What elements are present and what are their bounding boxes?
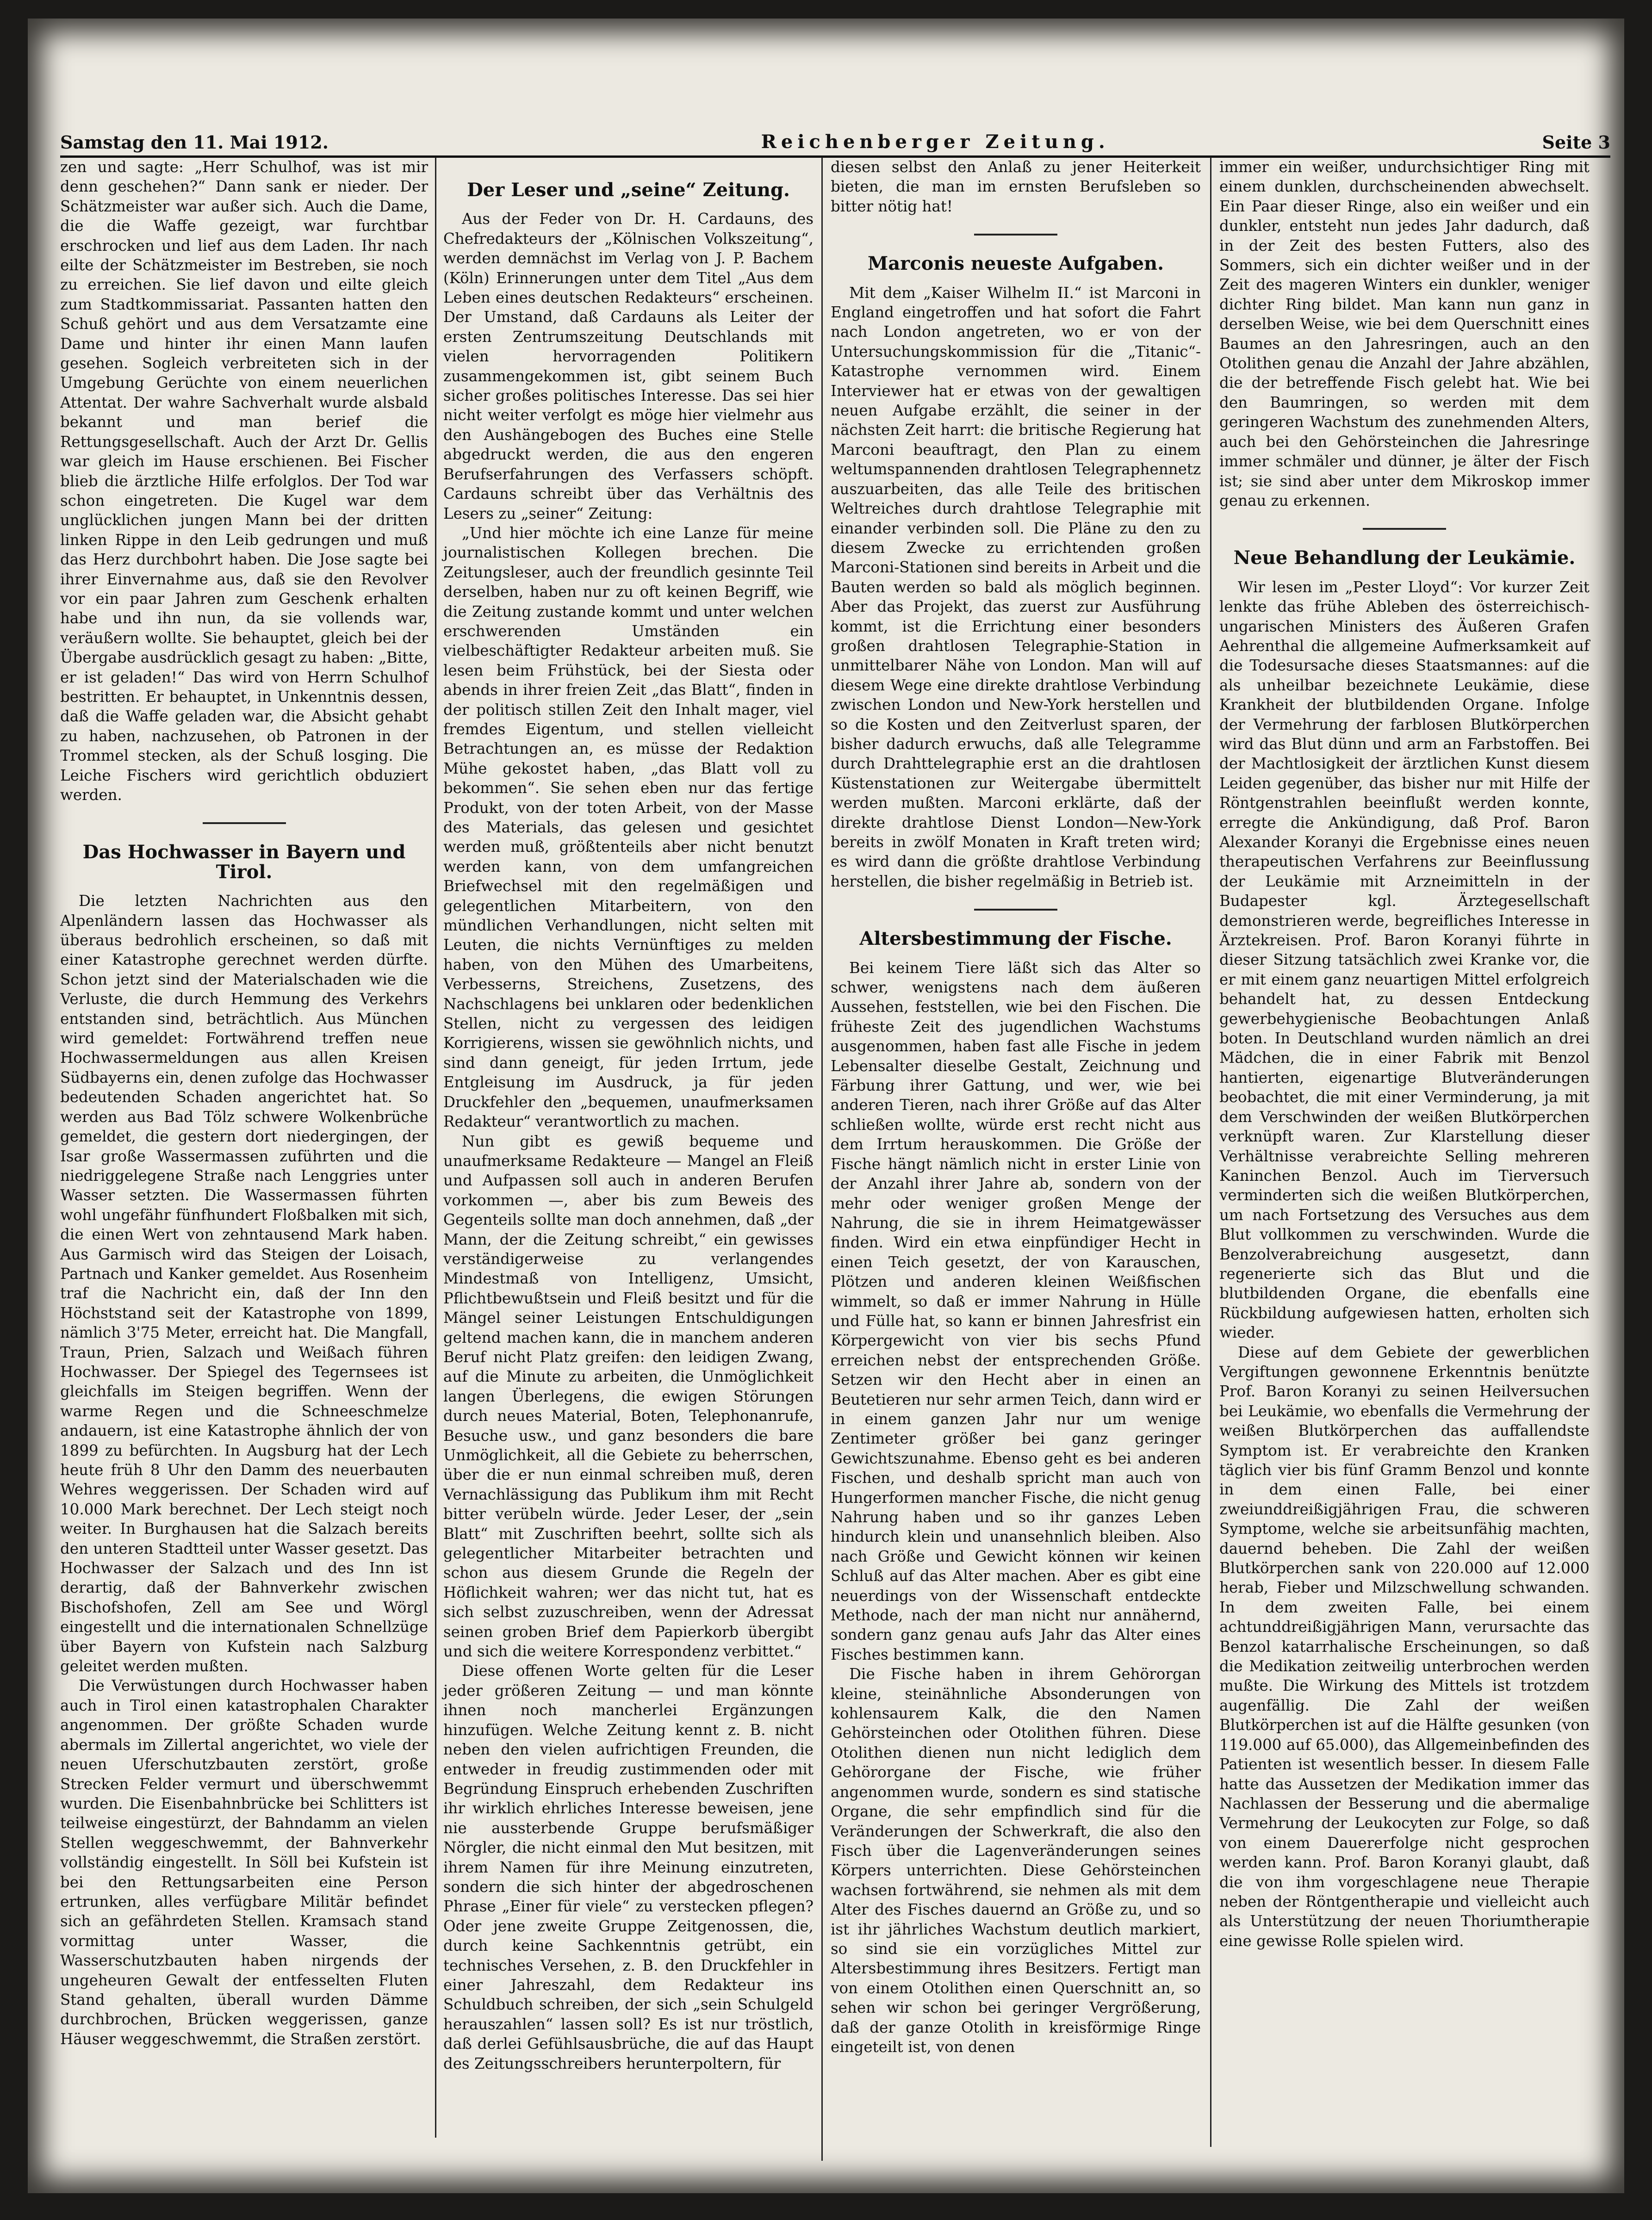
headline-hochwasser: Das Hochwasser in Bayern und Tirol.	[82, 841, 406, 883]
header-newspaper-title: Reichenberger Zeitung.	[761, 131, 1110, 153]
column-rule	[1210, 157, 1211, 2147]
headline-leukaemie: Neue Behandlung der Leukämie.	[1233, 547, 1576, 569]
paragraph: Bei keinem Tiere läßt sich das Alter so schwer, wenigstens nach dem äußeren Aussehen, feststellen, wie bei den Fischen. Die früheste Zeit des jugendlichen Wachstums ausgenommen, haben fast alle Fische in jedem Lebensalter dieselbe Gestalt, Zeichnung und Färbung ihrer Gattung, und wer, wie bei anderen Tieren, nach ihrer Größe auf das Alter schließen wollte, würde erst recht nicht aus dem Irrtum herauskommen. Die Größe der Fische hängt nämlich nicht in erster Linie von der Anzahl ihrer Jahre ab, sondern von der mehr oder weniger großen Menge der Nahrung, die sie in ihrem Heimatgewässer finden. Wird ein etwa einpfündiger Hecht in einen Teich gesetzt, der von Karauschen, Plötzen und anderen kleinen Weißfischen wimmelt, so daß er immer Nahrung in Hülle und Fülle hat, so kann er binnen Jahresfrist ein Körpergewicht von vier bis sechs Pfund erreichen nebst der entsprechenden Größe. Setzen wir den Hecht aber in einen an Beutetieren nur sehr armen Teich, dann wird er in einem ganzen Jahr nur um wenige Zentimeter größer bei ganz geringer Gewichtszunahme. Ebenso geht es bei anderen Fischen, und deshalb spricht man auch von Hungerformen mancher Fische, die nicht genug Nahrung haben und so ihr ganzes Leben hindurch klein und unansehnlich bleiben. Also nach Größe und Gewicht können wir keinen Schluß auf das Alter machen. Aber es gibt eine neuerdings von der Wissenschaft entdeckte Methode, nach der man nicht nur annähernd, sondern ganz genau aufs Jahr das Alter eines Fisches bestimmen kann.	[831, 959, 1201, 1663]
headline-leser-zeitung: Der Leser und „seine“ Zeitung.	[467, 179, 790, 201]
article-continuation: zen und sagte: „Herr Schulhof, was ist mir denn geschehen?“ Dann sank er nieder. Der Schätzmeister war außer sich. Auch die Dame, die die Waffe gezeigt, war furchtbar erschrocken und lief aus dem Laden. Ihr nach eilte der Schätzmeister im Bestreben, sie noch zu erreichen. Sie lief davon und eilte gleich zum Stadtkommissariat. Passanten hatten den Schuß gehört und aus dem Versatzamte eine Dame und hinter ihr einen Mann laufen gesehen. Sogleich verbreiteten sich in der Umgebung Gerüchte von einem neuerlichen Attentat. Der wahre Sachverhalt wurde alsbald bekannt und man berief die Rettungsgesellschaft. Auch der Arzt Dr. Gellis war gleich im Hause erschienen. Bei Fischer blieb die ärztliche Hilfe erfolglos. Der Tod war schon eingetreten. Die Kugel war dem unglücklichen jungen Mann bei der dritten linken Rippe in den Leib gedrungen und muß das Herz durchbohrt haben. Die Jose sagte bei ihrer Einvernahme aus, daß sie den Revolver vor ein paar Jahren zum Geschenk erhalten habe und ihn nun, da sie vollends war, veräußern wollte. Sie behauptet, gleich bei der Übergabe ausdrücklich gesagt zu haben: „Bitte, er ist geladen!“ Das wird von Herrn Schulhof bestritten. Er behauptet, in Unkenntnis dessen, daß die Waffe geladen war, die Absicht gehabt zu haben, nachzusehen, ob Patronen in der Trommel stecken, als der Schuß losging. Die Leiche Fischers wird gerichtlich obduziert werden.	[60, 158, 428, 804]
headline-marconi: Marconis neueste Aufgaben.	[867, 253, 1164, 275]
column-4	[1219, 157, 1590, 1951]
article-separator	[1363, 528, 1446, 530]
paragraph: Wir lesen im „Pester Lloyd“: Vor kurzer Zeit lenkte das frühe Ableben des österreichisch-ungarischen Ministers des Äußeren Grafen Aehrenthal die allgemeine Aufmerksamkeit auf die Todesursache dieses Staatsmannes: auf die als unheilbar bezeichnete Leukämie, diese Krankheit der blutbildenden Organe. Infolge der Vermehrung der farblosen Blutkörperchen wird das Blut dünn und arm an Farbstoffen. Bei der Machtlosigkeit der ärztlichen Kunst diesem Leiden gegenüber, das bisher nur mit Hilfe der Röntgenstrahlen beeinflußt werden konnte, erregte die Ankündigung, daß Prof. Baron Alexander Koranyi die Ergebnisse eines neuen therapeutischen Verfahrens zur Beeinflussung der Leukämie mit Arzneimitteln in der Budapester kgl. Ärztegesellschaft demonstrieren werde, begreifliches Interesse in Ärztekreisen. Prof. Baron Koranyi führte in dieser Sitzung tatsächlich zwei Kranke vor, die er mit einem ganz neuartigen Mittel erfolgreich behandelt hat, zu dessen Entdeckung gewerbehygienische Beobachtungen Anlaß boten. In Deutschland wurden nämlich an drei Mädchen, die in einer Fabrik mit Benzol hantierten, eigenartige Blutveränderungen beobachtet, die mit einer Verminderung, ja mit dem Verschwinden der weißen Blutkörperchen verknüpft waren. Zur Klarstellung dieser Verhältnisse verabreichte Selling mehreren Kaninchen Benzol. Auch im Tierversuch verminderten sich die weißen Blutkörperchen, um nach Fortsetzung des Versuches aus dem Blut vollkommen zu verschwinden. Wurde die Benzolverabreichung ausgesetzt, dann regenerierte sich das Blut und die blutbildenden Organe, die ebenfalls eine Rückbildung aufgewiesen hatten, erholten sich wieder.	[1219, 578, 1590, 1342]
header-date: Samstag den 11. Mai 1912.	[60, 132, 329, 153]
paragraph: Die Verwüstungen durch Hochwasser haben auch in Tirol einen katastrophalen Charakter angenommen. Der größte Schaden wurde abermals im Zillertal angerichtet, wo viele der neuen Uferschutzbauten zerstört, große Strecken Felder vermurt und überschwemmt wurden. Die Eisenbahnbrücke bei Schlitters ist teilweise eingestürzt, der Bahndamm an vielen Stellen weggeschwemmt, der Bahnverkehr vollständig eingestellt. In Söll bei Kufstein ist bei den Rettungsarbeiten eine Person ertrunken, alles verfügbare Militär befindet sich an gefährdeten Stellen. Kramsach stand vormittag unter Wasser, die Wasserschutzbauten haben nirgends der ungeheuren Gewalt der entfesselten Fluten Stand gehalten, überall wurden Dämme durchbrochen, Brücken weggerissen, ganze Häuser weggeschwemmt, die Straßen zerstört.	[60, 1677, 428, 2048]
header-page-number: Seite 3	[1542, 132, 1610, 153]
article-continuation: immer ein weißer, undurchsichtiger Ring mit einem dunklen, durchscheinenden abwechselt. Ein Paar dieser Ringe, also ein weißer und ein dunkler, entsteht nun jedes Jahr dadurch, daß in der Zeit des besten Futters, also des Sommers, sich ein dichter weißer und in der Zeit des mageren Winters ein dunkler, weniger dichter Ring bildet. Man kann nun ganz in derselben Weise, wie bei dem Querschnitt eines Baumes an den Jahresringen, auch an den Otolithen genau die Anzahl der Jahre abzählen, die der betreffende Fisch gelebt hat. Wie bei den Baumringen, so werden mit dem geringeren Wachstum des zunehmenden Alters, auch bei den Gehörsteinchen die Jahresringe immer schmäler und dünner, je älter der Fisch ist; sie sind aber unter dem Mikroskop immer genau zu erkennen.	[1219, 158, 1590, 509]
paragraph: Die Fische haben in ihrem Gehörorgan kleine, steinähnliche Absonderungen von kohlensaurem Kalk, die den Namen Gehörsteinchen oder Otolithen führen. Diese Otolithen dienen nun nicht lediglich dem Gehörorgane der Fische, wie früher angenommen wurde, sondern es sind statische Organe, die sehr empfindlich sind für die Veränderungen der Schwerkraft, die also den Fisch über die Lagenveränderungen seines Körpers unterrichten. Diese Gehörsteinchen wachsen fortwährend, sie nehmen als mit dem Alter des Fisches dauernd an Größe zu, und so ist ihr jährliches Wachstum deutlich markiert, so sind sie ein vorzügliches Mittel zur Altersbestimmung ihres Besitzers. Fertigt man von einem Otolithen einen Querschnitt an, so sehen wir schon bei geringer Vergrößerung, daß der ganze Otolith in kreisförmige Ringe eingeteilt ist, von denen	[831, 1665, 1201, 2056]
column-2	[443, 157, 814, 2073]
newspaper-page	[28, 19, 1624, 2193]
paragraph: Diese offenen Worte gelten für die Leser jeder größeren Zeitung — und man könnte ihnen noch mancherlei Ergänzungen hinzufügen. Welche Zeitung kennt z. B. nicht neben den vielen aufrichtigen Freunden, die entweder in freudig zustimmenden oder mit Begründung Einspruch erhebenden Zuschriften ihr wirklich ehrliches Interesse beweisen, jene nie aussterbende Gruppe berufsmäßiger Nörgler, die nicht einmal den Mut besitzen, mit ihrem Namen für ihre Meinung einzutreten, sondern die sich hinter der abgedroschenen Phrase „Einer für viele“ zu verstecken pflegen? Oder jene zweite Gruppe Zeitgenossen, die, durch keine Sachkenntnis getrübt, ein technisches Versehen, z. B. den Druckfehler in einer Jahreszahl, dem Redakteur ins Schuldbuch schreiben, der sich „sein Schulgeld herauszahlen“ lassen soll? Es ist nur tröstlich, daß derlei Gefühlsausbrüche, die auf das Haupt des Zeitungsschreibers herunterpoltern, für	[443, 1662, 814, 2072]
column-1	[60, 157, 428, 2049]
column-rule	[435, 157, 436, 2138]
article-separator	[974, 234, 1057, 236]
paragraph: Die letzten Nachrichten aus den Alpenländern lassen das Hochwasser als überaus bedrohlich erscheinen, so daß mit einer Katastrophe gerechnet werden dürfte. Schon jetzt sind der Materialschaden wie die Verluste, die durch Hemmung des Verkehrs entstanden sind, beträchtlich. Aus München wird gemeldet: Fortwährend treffen neue Hochwassermeldungen aus allen Kreisen Südbayerns ein, denen zufolge das Hochwasser bedeutenden Schaden angerichtet hat. So werden aus Bad Tölz schwere Wolkenbrüche gemeldet, die gestern dort niedergingen, der Isar große Wassermassen zuführten und die niedriggelegene Straße nach Lenggries unter Wasser setzten. Die Wassermassen führten wohl ungefähr fünfhundert Floßbalken mit sich, die einen Wert von zehntausend Mark haben. Aus Garmisch wird das Steigen der Loisach, Partnach und Kanker gemeldet. Aus Rosenheim traf die Nachricht ein, daß der Inn den Höchststand seit der Katastrophe von 1899, nämlich 3'75 Meter, erreicht hat. Die Mangfall, Traun, Prien, Salzach und Weißach führen Hochwasser. Der Spiegel des Tegernsees ist gleichfalls im Steigen begriffen. Wenn der warme Regen und die Schneeschmelze andauern, ist eine Katastrophe ähnlich der von 1899 zu befürchten. In Augsburg hat der Lech heute früh 8 Uhr den Damm des neuerbauten Wehres weggerissen. Der Schaden wird auf 10.000 Mark berechnet. Der Lech steigt noch weiter. In Burghausen hat die Salzach bereits den unteren Stadtteil unter Wasser gesetzt. Das Hochwasser der Salzach und des Inn ist derartig, daß der Bahnverkehr zwischen Bischofshofen, Zell am See und Wörgl eingestellt und die internationalen Schnellzüge über Bayern von Kufstein nach Salzburg geleitet werden mußten.	[60, 892, 428, 1675]
paragraph: Aus der Feder von Dr. H. Cardauns, des Chefredakteurs der „Kölnischen Volkszeitung“, werden demnächst im Verlag von J. P. Bachem (Köln) Erinnerungen unter dem Titel „Aus dem Leben eines deutschen Redakteurs“ erscheinen. Der Umstand, daß Cardauns als Leiter der ersten Zentrumszeitung Deutschlands mit vielen hervorragenden Politikern zusammengekommen ist, gibt seinem Buch sicher großes politisches Interesse. Das sei hier nicht weiter verfolgt es möge hier vielmehr aus den Aushängebogen des Buches eine Stelle abgedruckt werden, die aus den engeren Berufserfahrungen des Verfassers schöpft. Cardauns schreibt über das Verhältnis des Lesers zu „seiner“ Zeitung:	[443, 210, 814, 522]
paragraph: Nun gibt es gewiß bequeme und unaufmerksame Redakteure — Mangel an Fleiß und Aufpassen soll auch in anderen Berufen vorkommen —, aber bis zum Beweis des Gegenteils sollte man doch annehmen, daß „der Mann, der die Zeitung schreibt,“ ein gewisses verständigerweise zu verlangendes Mindestmaß von Intelligenz, Umsicht, Pflichtbewußtsein und Fleiß besitzt und für die Mängel seiner Leistungen Entschuldigungen geltend machen kann, die in manchem anderen Beruf nicht Platz greifen: den leidigen Zwang, auf die Minute zu arbeiten, die Unmöglichkeit langen Überlegens, die ewigen Störungen durch neues Material, Boten, Telephonanrufe, Besuche usw., und ganz besonders die bare Unmöglichkeit, all die Gebiete zu beherrschen, über die er nun einmal schreiben muß, deren Vernachlässigung das Publikum ihm mit Recht bitter verübeln würde. Jeder Leser, der „sein Blatt“ mit Zuschriften beehrt, sollte sich als gelegentlicher Mitarbeiter betrachten und schon aus diesem Grunde die Regeln der Höflichkeit wahren; wer das nicht tut, hat es sich selbst zuzuschreiben, wenn der Adressat seinen groben Brief dem Papierkorb übergibt und sich die weitere Korrespondenz verbittet.“	[443, 1132, 814, 1661]
paragraph: „Und hier möchte ich eine Lanze für meine journalistischen Kollegen brechen. Die Zeitungsleser, auch der freundlich gesinnte Teil derselben, haben nur zu oft keinen Begriff, wie die Zeitung zustande kommt und unter welchen erschwerenden Umständen ein vielbeschäftigter Redakteur arbeiten muß. Sie lesen beim Frühstück, bei der Siesta oder abends in ihrer freien Zeit „das Blatt“, finden in der politisch stillen Zeit den Inhalt mager, viel fremdes Eigentum, und stellen vielleicht Betrachtungen an, es müsse der Redaktion Mühe gekostet haben, „das Blatt voll zu bekommen“. Sie sehen eben nur das fertige Produkt, von der toten Arbeit, von der Masse des Materials, das gelesen und gesichtet werden muß, größtenteils aber nicht benutzt werden kann, von dem umfangreichen Briefwechsel mit den regelmäßigen und gelegentlichen Mitarbeitern, von den mündlichen Verhandlungen, nicht selten mit Leuten, die nichts Vernünftiges zu melden haben, von den Mühen des Umarbeitens, Verbesserns, Streichens, Zusetzens, des Nachschlagens bei unklaren oder bedenklichen Stellen, nicht zu vergessen des leidigen Korrigierens, wissen sie gewöhnlich nichts, und sind dann geneigt, für jeden Irrtum, jede Entgleisung im Ausdruck, ja für jeden Druckfehler den „bequemen, unaufmerksamen Redakteur“ verantwortlich zu machen.	[443, 524, 814, 1131]
column-3	[831, 157, 1201, 2057]
page-header	[60, 125, 1610, 158]
article-separator	[203, 822, 286, 824]
paragraph: Diese auf dem Gebiete der gewerblichen Vergiftungen gewonnene Erkenntnis benützte Prof. Baron Koranyi zu seinen Heilversuchen bei Leukämie, wo ebenfalls die Vermehrung der weißen Blutkörperchen das auffallendste Symptom ist. Er verabreichte den Kranken täglich vier bis fünf Gramm Benzol und konnte in dem einen Falle, bei einer zweiunddreißigjährigen Frau, die schweren Symptome, welche sie arbeitsunfähig machten, dauernd beheben. Die Zahl der weißen Blutkörperchen sank von 220.000 auf 12.000 herab, Fieber und Milzschwellung schwanden. In dem zweiten Falle, bei einem achtunddreißigjährigen Mann, verursachte das Benzol katarrhalische Erscheinungen, so daß die Medikation zeitweilig unterbrochen werden mußte. Die Wirkung des Mittels ist trotzdem augenfällig. Die Zahl der weißen Blutkörperchen ist auf die Hälfte gesunken (von 119.000 auf 65.000), das Allgemeinbefinden des Patienten ist wesentlich besser. In diesem Falle hatte das Aussetzen der Medikation immer das Nachlassen der Besserung und die abermalige Vermehrung der Leukocyten zur Folge, so daß von einem Dauererfolge nicht gesprochen werden kann. Prof. Baron Koranyi glaubt, daß die von ihm vorgeschlagene neue Therapie neben der Röntgentherapie und vielleicht auch als Unterstützung der neuen Thoriumtherapie eine gewisse Rolle spielen wird.	[1219, 1343, 1590, 1950]
column-rule	[821, 157, 823, 2161]
headline-altersbestimmung: Altersbestimmung der Fische.	[859, 928, 1172, 950]
paragraph: Mit dem „Kaiser Wilhelm II.“ ist Marconi in England eingetroffen und hat sofort die Fahrt nach London angetreten, wo er von der Untersuchungskommission für die „Titanic“-Katastrophe vernommen wird. Einem Interviewer hat er etwas von der gewaltigen neuen Aufgabe erzählt, die seiner in der nächsten Zeit harrt: die britische Regierung hat Marconi beauftragt, den Plan zu einem weltumspannenden drahtlosen Telegraphennetz auszuarbeiten, das alle Teile des britischen Weltreiches durch drahtlose Telegraphie mit einander verbinden soll. Die Pläne zu den zu diesem Zwecke zu errichtenden großen Marconi-Stationen sind bereits in Arbeit und die Bauten werden so bald als möglich beginnen. Aber das Projekt, das zuerst zur Ausführung kommt, ist die Errichtung einer besonders großen drahtlosen Telegraphie-Station in unmittelbarer Nähe von London. Man will auf diesem Wege eine direkte drahtlose Verbindung zwischen London und New-York herstellen und so die Kosten und den Zeitverlust sparen, der bisher dadurch erwuchs, daß alle Telegramme durch Drahttelegraphie erst an die drahtlosen Küstenstationen zur Weitergabe übermittelt werden mußten. Marconi erklärte, daß der direkte drahtlose Dienst London—New-York bereits in zwölf Monaten in Kraft treten wird; es wird dann die größte drahtlose Verbindung herstellen, die bisher regelmäßig in Betrieb ist.	[831, 284, 1201, 890]
article-separator	[974, 909, 1057, 911]
article-continuation: diesen selbst den Anlaß zu jener Heiterkeit bieten, die man im ernsten Berufsleben so bitter nötig hat!	[831, 158, 1201, 215]
